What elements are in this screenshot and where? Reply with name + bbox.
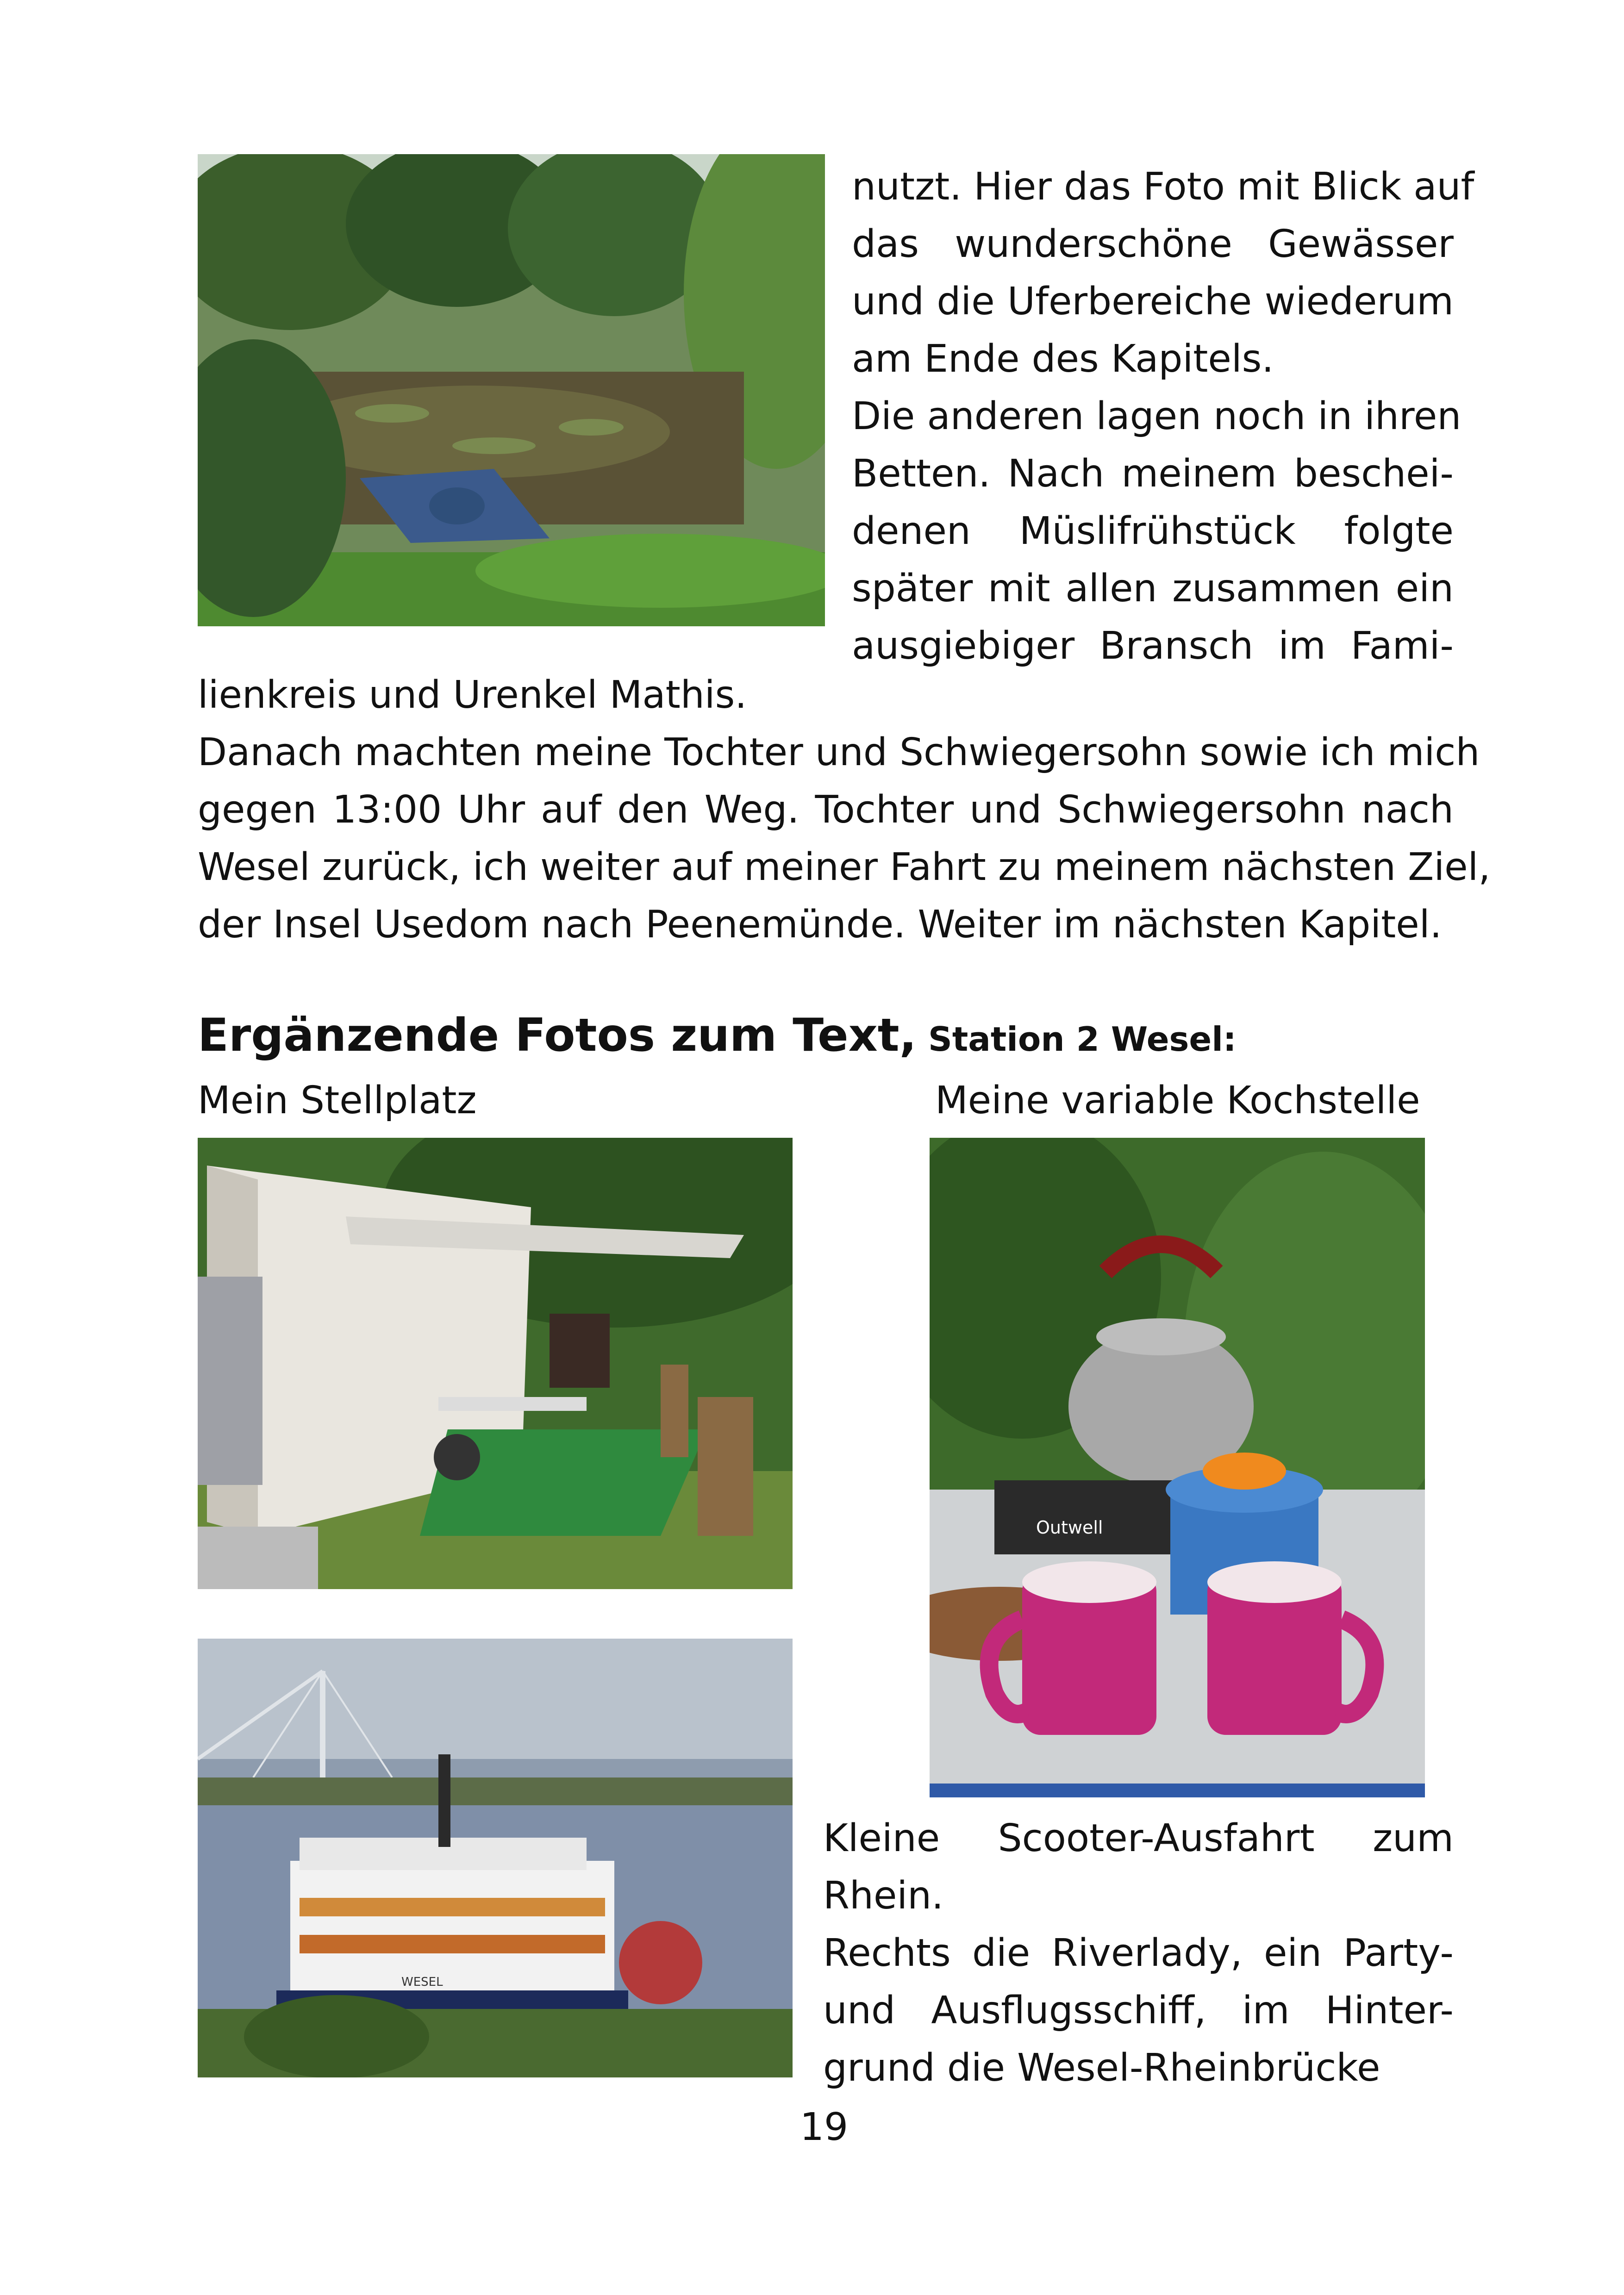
bottom-caption-line: Rechts die Riverlady, ein Party- <box>823 1931 1454 1975</box>
body-line: Wesel zurück, ich weiter auf meiner Fahrt zu meinem nächsten Ziel, <box>198 845 1491 889</box>
bottom-caption-line: und Ausflugsschiff, im Hinter- <box>823 1989 1454 2033</box>
river-ship-photo <box>198 1639 793 2077</box>
body-line: Danach machten meine Tochter und Schwiegersohn sowie ich mich <box>198 730 1480 774</box>
caption-right: Meine variable Kochstelle <box>935 1079 1420 1123</box>
pond-photo <box>198 154 825 626</box>
cooking-photo <box>930 1138 1425 1797</box>
page-number: 19 <box>800 2105 849 2149</box>
intro-line: das wunderschöne Gewässer <box>852 222 1454 266</box>
intro-line: ausgiebiger Bransch im Fami- <box>852 624 1454 668</box>
stove-brand-label: Outwell <box>1036 1517 1103 1538</box>
ship-name-label: WESEL <box>401 1975 443 1989</box>
intro-line: am Ende des Kapitels. <box>852 337 1274 381</box>
section-heading-sub: Station 2 Wesel: <box>916 1020 1237 1059</box>
intro-line: denen Müslifrühstück folgte <box>852 509 1454 553</box>
section-heading <box>198 1009 1237 1062</box>
section-heading-main: Ergänzende Fotos zum Text, <box>198 1009 917 1062</box>
bottom-caption-line: Kleine Scooter-Ausfahrt zum <box>823 1816 1454 1860</box>
bottom-caption-line: Rhein. <box>823 1874 944 1918</box>
body-line: gegen 13:00 Uhr auf den Weg. Tochter und Schwiegersohn nach <box>198 788 1454 832</box>
caption-left: Mein Stellplatz <box>198 1079 477 1123</box>
bottom-caption-line: grund die Wesel-Rheinbrücke <box>823 2046 1380 2090</box>
intro-line: später mit allen zusammen ein <box>852 567 1454 611</box>
intro-line: Die anderen lagen noch in ihren <box>852 394 1462 438</box>
body-line: lienkreis und Urenkel Mathis. <box>198 673 747 717</box>
campsite-photo <box>198 1138 793 1589</box>
body-line: der Insel Usedom nach Peenemünde. Weiter im nächsten Kapitel. <box>198 903 1442 947</box>
intro-line: Betten. Nach meinem beschei- <box>852 452 1454 496</box>
intro-line: und die Uferbereiche wiederum <box>852 280 1454 324</box>
intro-line: nutzt. Hier das Foto mit Blick auf <box>852 165 1474 209</box>
